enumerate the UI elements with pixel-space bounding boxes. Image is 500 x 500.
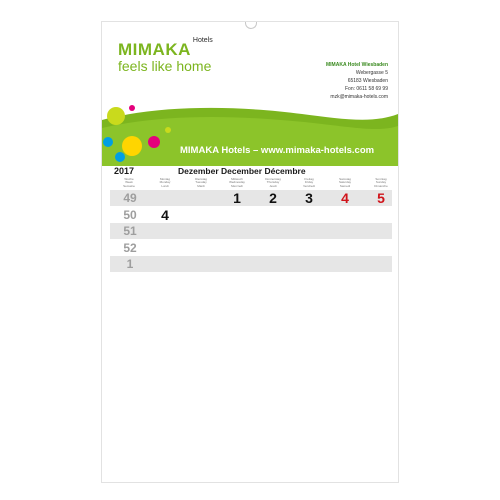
hotel-address: MIMAKA Hotel Wiesbaden Webergasse 5 65183 Wiesbaden Fon: 0611 58 69 99 mzk@mimaka-hotels.com — [326, 62, 388, 100]
day-cell: 3 — [305, 190, 313, 206]
green-banner — [102, 102, 398, 166]
week-number: 50 — [123, 207, 137, 222]
day-cell: 4 — [341, 190, 349, 206]
week-row — [110, 240, 392, 256]
weekday-header: Samstag Saturday Samedi — [338, 177, 351, 188]
week-row — [110, 207, 392, 223]
website-banner-text: MIMAKA Hotels – www.mimaka-hotels.com — [180, 145, 375, 156]
slogan: feels like home — [118, 58, 212, 74]
weekday-header: Dienstag Tuesday Mardi — [195, 177, 207, 188]
week-row — [110, 256, 392, 272]
weekday-header: Freitag Friday Vendredi — [303, 177, 315, 188]
week-number: 51 — [123, 224, 137, 239]
week-column-header: Woche Week Semaine — [123, 177, 135, 188]
brand-logo: MIMAKA $^{Hotels}$ — [118, 37, 213, 59]
day-cell: 2 — [269, 190, 277, 206]
month-name: Dezember December Décembre — [178, 166, 306, 176]
week-row — [110, 223, 392, 239]
weekday-header: Donnerstag Thursday Jeudi — [265, 177, 281, 188]
day-cell: 5 — [377, 190, 385, 206]
weekday-header: Sonntag Sunday Dimanche — [374, 177, 388, 188]
weekday-header: Mittwoch Wednesday Mercredi — [229, 177, 245, 188]
day-cell: 1 — [233, 190, 241, 206]
month-block — [110, 166, 392, 272]
month-year: 2017 — [114, 166, 135, 176]
week-number: 1 — [126, 257, 134, 272]
weekday-header: Montag Monday Lundi — [159, 177, 171, 188]
day-cell: 4 — [161, 206, 169, 223]
week-number: 52 — [123, 240, 137, 255]
week-number: 49 — [123, 191, 137, 205]
week-row — [110, 190, 392, 206]
